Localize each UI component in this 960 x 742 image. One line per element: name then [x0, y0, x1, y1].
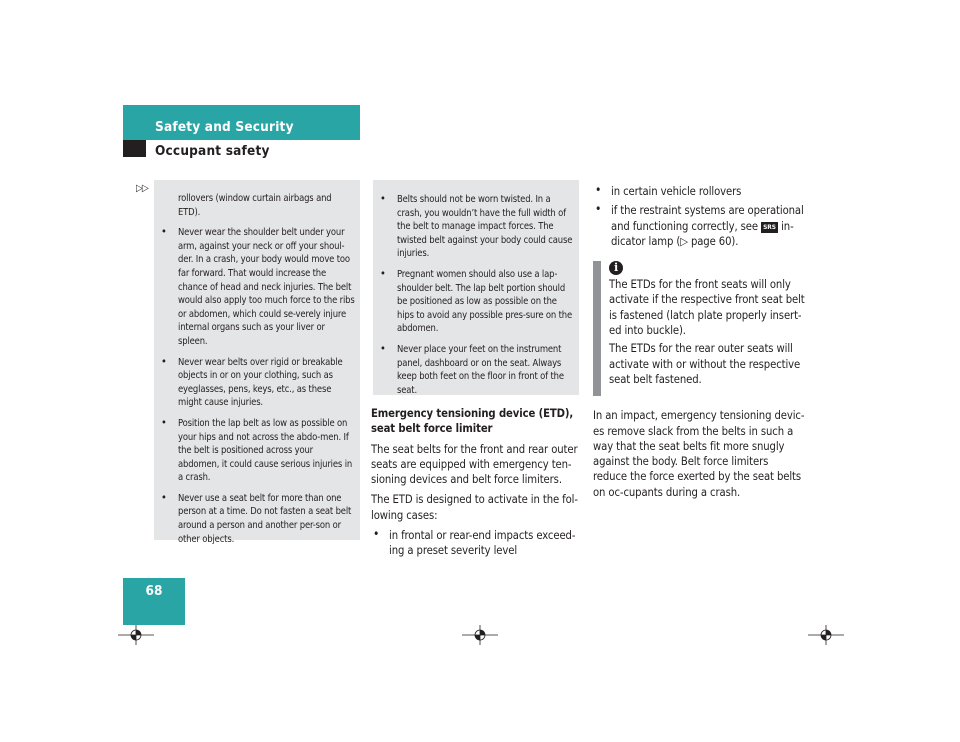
etd-bullet: • in certain vehicle rollovers	[593, 184, 805, 199]
warning-item: • Never wear belts over rigid or breakable objects in or on your clothing, such as eyeglasses, pens, keys, etc., as these might cause injuries.	[178, 356, 356, 410]
note-paragraph: The ETDs for the rear outer seats will activate with or without the respective seat belt fastened.	[609, 342, 801, 386]
continuation-marker: ▷▷	[136, 183, 148, 194]
section-title: Safety and Security	[155, 119, 294, 135]
info-note	[593, 261, 805, 396]
etd-paragraph: The ETD is designed to activate in the fol-lowing cases:	[371, 493, 578, 522]
etd-bullet: • in frontal or rear-end impacts exceed-ing a preset severity level	[371, 528, 583, 559]
registration-mark-icon	[808, 625, 844, 645]
header-marker	[123, 140, 146, 157]
warning-text	[178, 192, 356, 553]
info-icon: i	[609, 261, 623, 275]
etd-section	[371, 406, 583, 563]
warning-item: • Never wear the shoulder belt under your arm, against your neck or off your shoul-der. In a crash, your body would move too far forward. That would increase the chance of head and neck injuries. The belt would also apply too much force to the ribs or abdomen, which could se-verely injure internal organs such as your liver or spleen.	[178, 226, 356, 348]
section-subtitle: Occupant safety	[155, 143, 270, 159]
srs-indicator-icon: SRS	[763, 222, 777, 231]
warning-item: • Never place your feet on the instrument panel, dashboard or on the seat. Always keep both feet on the floor in front of the seat.	[397, 343, 575, 397]
impact-paragraph: In an impact, emergency tensioning devic-es remove slack from the belts in such a way that the seat belts fit more snugly against the body. Belt force limiters reduce the force exerted by the seat belts on oc-cupants during a crash.	[593, 409, 805, 499]
etd-heading: Emergency tensioning device (ETD), seat belt force limiter	[371, 407, 574, 436]
etd-paragraph: The seat belts for the front and rear outer seats are equipped with emergency ten-sioning devices and belt force limiters.	[371, 442, 578, 487]
warning-item: • Position the lap belt as low as possible on your hips and not across the abdo-men. If the belt is positioned across your abdomen, it could cause serious injuries in a crash.	[178, 417, 356, 485]
note-paragraph: The ETDs for the front seats will only activate if the respective front seat belt is fastened (latch plate properly insert-ed into buckle).	[609, 278, 805, 338]
warning-text	[397, 193, 575, 404]
warning-box-left	[154, 180, 360, 545]
etd-bullet-operational	[593, 203, 805, 249]
etd-continued	[593, 184, 805, 505]
warning-item: • Never use a seat belt for more than one person at a time. Do not fasten a seat belt around a person and another per-son or other objects.	[178, 492, 356, 546]
bullet-text: in-dicator lamp (▷ page 60).	[611, 219, 794, 248]
registration-mark-icon	[462, 625, 498, 645]
registration-mark-icon	[118, 625, 154, 645]
bullet-text: if the restraint systems are operational and functioning correctly, see	[611, 204, 804, 233]
warning-box-middle	[373, 180, 579, 395]
warning-item: • Pregnant women should also use a lap-shoulder belt. The lap belt portion should be positioned as low as possible on the hips to avoid any possible pres-sure on the abdomen.	[397, 268, 575, 336]
note-bar	[593, 261, 601, 396]
warning-lead: rollovers (window curtain airbags and ETD).	[178, 193, 332, 218]
warning-item: • Belts should not be worn twisted. In a crash, you wouldn’t have the full width of the belt to manage impact forces. The twisted belt against your body could cause injuries.	[397, 193, 575, 261]
page-number: 68	[145, 583, 163, 599]
